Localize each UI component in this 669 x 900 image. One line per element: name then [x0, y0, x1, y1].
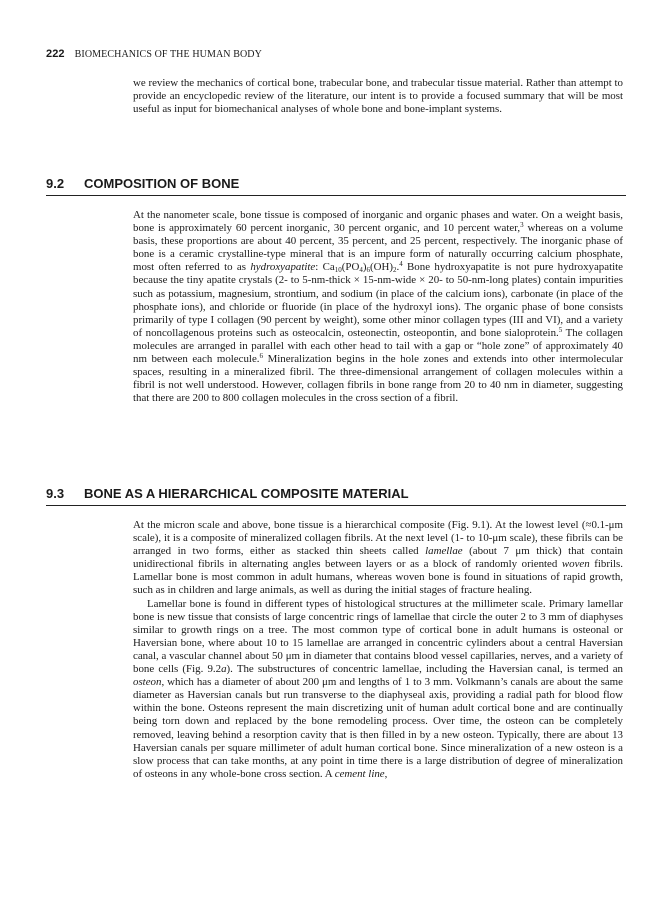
formula-part: )	[362, 261, 367, 274]
citation: 4	[399, 260, 403, 269]
term: osteon	[133, 676, 162, 689]
section-title: COMPOSITION OF BONE	[84, 176, 240, 191]
text-run: :	[315, 261, 323, 274]
section-heading-hierarchical	[46, 486, 626, 506]
paragraph	[133, 519, 623, 598]
formula-subscript: 6	[366, 266, 370, 275]
paragraph	[133, 209, 623, 405]
text-run: .	[396, 261, 400, 274]
text-run: ,	[384, 767, 388, 780]
section-number: 9.2	[46, 176, 65, 191]
text-run: Mineralization begins in the hole zones and extends into other intermolecular spaces, resulting in a mineralized fibril. The three-dimensional arrangement of collagen molecules within a fibril is not well understood. However, collagen fibrils in bone range from 20 to 40 nm in diameter, suggesting that there are 200 to 800 collagen molecules in the cross section of a fibril.	[133, 353, 623, 405]
text-run: At the nanometer scale, bone tissue is composed of inorganic and organic phases and water. On a weight basis, bone is approximately 60 percent inorganic, 30 percent organic, and 10 percent water,	[133, 209, 623, 235]
formula-part: Ca	[322, 261, 335, 274]
intro-block	[133, 77, 623, 116]
text-run: , which has a diameter of about 200 μm and lengths of 1 to 3 mm. Volkmann’s canals are about the same diameter as Haversian canals but run transverse to the diaphyseal axis, providing a radial path for blood flow within the bone. Osteons represent the main discretizing unit of human adult cortical bone and are continually being torn down and replaced by the bone remodeling process. Over time, the osteon can be completely removed, leaving behind a resorption cavity that is then filled in by a new osteon. Typically, there are about 13 Haversian canals per square millimeter of adult human cortical bone. Since mineralization of a new osteon is a slow process that can take months, at any point in time there is a large distribution of degree of mineralization of osteons in any whole-bone cross section. A	[133, 676, 623, 780]
paragraph	[133, 598, 623, 781]
term: lamellae	[425, 545, 463, 558]
section-body-composition	[133, 209, 623, 405]
citation: 6	[259, 352, 264, 361]
text-run: Bone hydroxyapatite is not pure hydroxyapatite because the tiny apatite crystals (2- to 5-nm-thick × 15-nm-wide × 20- to 50-nm-long plates) contain impurities such as potassium, magnesium, strontium, and sodium (in place of the calcium ions), carbonate (in place of the phosphate ions), and chloride or fluoride (in place of the hydroxyl ions). The organic phase of bone consists primarily of type I collagen (90 percent by weight), some other minor collagen types (III and VI), and a variety of noncollagenous proteins such as osteocalcin, osteonectin, osteopontin, and bone sialoprotein.	[133, 261, 623, 339]
section-title: BONE AS A HIERARCHICAL COMPOSITE MATERIAL	[84, 486, 409, 501]
running-title: BIOMECHANICS OF THE HUMAN BODY	[74, 49, 262, 60]
intro-paragraph: we review the mechanics of cortical bone, trabecular bone, and trabecular tissue material. Rather than attempt to provide an encyclopedic review of the literature, our intent is to provide a focused summary that will be most useful as input for biomechanical analyses of whole bone and bone-implant systems.	[133, 77, 623, 116]
term: hydroxyapatite	[250, 261, 316, 274]
text-run: (about 7 μm thick) that contain unidirectional fibrils in alternating angles between layers or as a block of randomly oriented	[133, 545, 623, 571]
chemical-formula	[322, 261, 400, 275]
formula-subscript: 4	[359, 266, 363, 275]
page-number: 222	[46, 48, 65, 60]
figure-ref: a	[221, 663, 227, 676]
formula-part: (OH)	[369, 261, 393, 274]
section-number: 9.3	[46, 486, 65, 501]
text-run: ). The substructures of concentric lamellae, including the Haversian canal, is termed an	[226, 663, 623, 676]
text-run: At the micron scale and above, bone tissue is a hierarchical composite (Fig. 9.1). At the lowest level (≈0.1-μm scale), it is a composite of mineralized collagen fibrils. At the next level (1- to 10-μm scale), these fibrils can be arranged in two forms, either as stacked thin sheets called	[133, 519, 623, 558]
text-run: Lamellar bone is found in different types of histological structures at the millimeter scale. Primary lamellar bone is new tissue that consists of large concentric rings of lamellae that circle the outer 2 to 3 mm of diaphyses similar to growth rings on a tree. The most common type of cortical bone in adult humans is osteonal or Haversian bone, where about 10 to 15 lamellae are arranged in concentric cylinders about a central Haversian canal, a vascular channel about 50 μm in diameter that contains blood vessel capillaries, nerves, and a variety of bone cells (Fig. 9.2	[133, 597, 623, 676]
text-run: fibrils. Lamellar bone is most common in adult humans, whereas woven bone is found in situations of rapid growth, such as in children and large animals, as well as during the initial stages of fracture healing.	[133, 558, 623, 597]
term: cement line	[334, 767, 385, 780]
term: woven	[561, 558, 590, 571]
citation: 3	[520, 221, 524, 230]
section-heading-composition	[46, 176, 626, 196]
citation: 5	[558, 325, 563, 334]
formula-subscript: 2	[392, 266, 397, 275]
text-run: whereas on a volume basis, these proportions are about 40 percent, 35 percent, and 25 percent, respectively. The inorganic phase of bone is a ceramic crystalline-type mineral that is an impure form of naturally occurring calcium phosphate, most often referred to as	[133, 222, 623, 274]
text-run: The collagen molecules are arranged in parallel with each other head to tail with a gap or “hole zone” of approximately 40 nm between each molecule.	[133, 326, 623, 366]
section-body-hierarchical	[133, 519, 623, 781]
formula-part: (PO	[341, 261, 360, 274]
running-head	[46, 48, 626, 60]
formula-subscript: 10	[334, 266, 342, 275]
